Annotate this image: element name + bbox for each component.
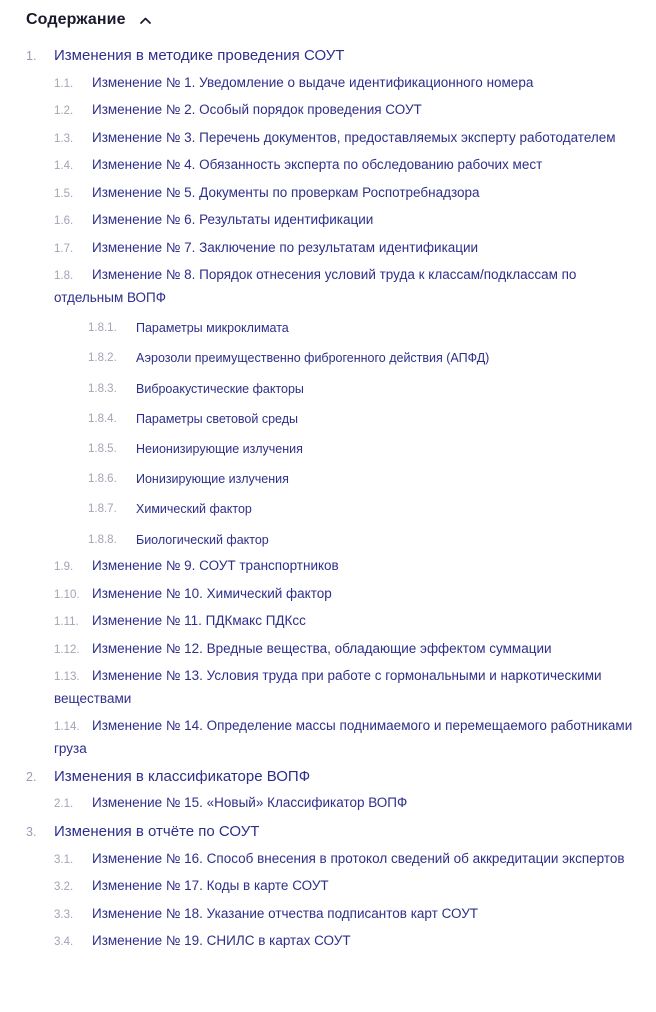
toc-subsection bbox=[26, 665, 642, 710]
toc-list bbox=[26, 45, 642, 953]
toc-section bbox=[26, 766, 642, 788]
subsection-link[interactable]: Изменение № 16. Способ внесения в протокол сведений об аккредитации экспертов bbox=[92, 850, 625, 866]
subsection-link[interactable]: Изменение № 3. Перечень документов, предоставляемых эксперту работодателем bbox=[92, 129, 616, 145]
section-link[interactable]: Изменения в отчёте по СОУТ bbox=[54, 823, 260, 840]
toc-subsection bbox=[26, 555, 642, 578]
subsection-number: 1.7. bbox=[54, 242, 74, 255]
toc-subsection bbox=[26, 610, 642, 633]
subsection-number: 1.9. bbox=[54, 561, 74, 573]
toc-section bbox=[26, 821, 642, 843]
subsection-number: 1.4. bbox=[54, 160, 74, 172]
subsection-link[interactable]: Изменение № 17. Коды в карте СОУТ bbox=[92, 878, 329, 893]
toc-sub-subsection bbox=[26, 498, 642, 520]
subsection-link[interactable]: Изменение № 12. Вредные вещества, обладающие эффектом суммации bbox=[92, 640, 552, 656]
toc-sub-subsection bbox=[26, 468, 642, 490]
subsection-number: 1.13. bbox=[54, 671, 80, 683]
toc-subsection bbox=[26, 930, 642, 953]
section-number: 1. bbox=[26, 49, 37, 63]
toc-subsection bbox=[26, 583, 642, 606]
toc-sub-subsection bbox=[26, 438, 642, 460]
subsection-number: 1.5. bbox=[54, 187, 74, 200]
section-number: 3. bbox=[26, 825, 37, 839]
toc-subsection bbox=[26, 792, 642, 815]
subsection-link[interactable]: Изменение № 2. Особый порядок проведения СОУТ bbox=[92, 102, 422, 117]
toc-title: Содержание bbox=[26, 11, 126, 28]
toc-sub-subsection bbox=[26, 408, 642, 430]
chevron-up-icon[interactable] bbox=[138, 12, 154, 28]
subsection-number: 1.14. bbox=[54, 720, 80, 733]
subsection-link[interactable]: Изменение № 4. Обязанность эксперта по обследованию рабочих мест bbox=[92, 157, 543, 172]
toc-section bbox=[26, 45, 642, 67]
sub-subsection-number: 1.8.5. bbox=[88, 442, 117, 455]
sub-subsection-number: 1.8.6. bbox=[88, 473, 117, 486]
toc-subsection bbox=[26, 72, 642, 95]
toc-subsection bbox=[26, 264, 642, 309]
toc-subsection bbox=[26, 903, 642, 926]
toc-subsection bbox=[26, 182, 642, 205]
sub-subsection-link[interactable]: Неионизирующие излучения bbox=[136, 441, 303, 456]
sub-subsection-number: 1.8.7. bbox=[88, 503, 117, 516]
toc-subsection bbox=[26, 99, 642, 122]
subsection-number: 1.6. bbox=[54, 215, 74, 227]
toc-subsection bbox=[26, 237, 642, 260]
sub-subsection-number: 1.8.4. bbox=[88, 412, 117, 425]
toc-sub-subsection bbox=[26, 347, 642, 369]
subsection-link[interactable]: Изменение № 15. «Новый» Классификатор ВОПФ bbox=[92, 795, 408, 810]
subsection-number: 3.2. bbox=[54, 881, 74, 893]
subsection-link[interactable]: Изменение № 14. Определение массы поднимаемого и перемещаемого работниками груза bbox=[54, 717, 633, 756]
subsection-link[interactable]: Изменение № 19. СНИЛС в картах СОУТ bbox=[92, 933, 351, 948]
sub-subsection-link[interactable]: Аэрозоли преимущественно фиброгенного действия (АПФД) bbox=[136, 351, 490, 366]
subsection-link[interactable]: Изменение № 11. ПДКмакс ПДКсс bbox=[92, 613, 306, 628]
subsection-number: 1.2. bbox=[54, 105, 74, 117]
subsection-link[interactable]: Изменение № 1. Уведомление о выдаче идентификационного номера bbox=[92, 74, 534, 90]
sub-subsection-link[interactable]: Параметры световой среды bbox=[136, 411, 298, 426]
sub-subsection-number: 1.8.8. bbox=[88, 533, 117, 546]
toc-sub-subsection bbox=[26, 317, 642, 339]
sub-subsection-number: 1.8.3. bbox=[88, 382, 117, 395]
toc-sub-subsection bbox=[26, 529, 642, 551]
subsection-number: 3.4. bbox=[54, 936, 74, 948]
sub-subsection-link[interactable]: Ионизирующие излучения bbox=[136, 472, 289, 487]
subsection-link[interactable]: Изменение № 18. Указание отчества подписантов карт СОУТ bbox=[92, 905, 479, 921]
subsection-number: 1.10. bbox=[54, 588, 80, 601]
toc-subsection bbox=[26, 127, 642, 150]
section-link[interactable]: Изменения в методике проведения СОУТ bbox=[54, 47, 345, 64]
sub-subsection-list bbox=[26, 317, 642, 550]
subsection-link[interactable]: Изменение № 10. Химический фактор bbox=[92, 585, 332, 601]
sub-subsection-link[interactable]: Химический фактор bbox=[136, 502, 252, 517]
toc-subsection bbox=[26, 715, 642, 760]
toc-sub-subsection bbox=[26, 378, 642, 400]
sub-subsection-number: 1.8.2. bbox=[88, 352, 117, 365]
toc-subsection bbox=[26, 848, 642, 871]
toc-sub-subsection-group bbox=[26, 317, 642, 550]
section-link[interactable]: Изменения в классификаторе ВОПФ bbox=[54, 767, 311, 785]
subsection-number: 1.11. bbox=[54, 616, 79, 628]
subsection-number: 1.8. bbox=[54, 270, 74, 282]
sub-subsection-number: 1.8.1. bbox=[88, 322, 117, 335]
subsection-link[interactable]: Изменение № 5. Документы по проверкам Роспотребнадзора bbox=[92, 184, 480, 200]
subsection-number: 1.3. bbox=[54, 132, 74, 145]
sub-subsection-link[interactable]: Виброакустические факторы bbox=[136, 381, 304, 396]
subsection-link[interactable]: Изменение № 13. Условия труда при работе с гормональными и наркотическими веществами bbox=[54, 668, 602, 706]
subsection-number: 2.1. bbox=[54, 798, 74, 810]
toc-subsection bbox=[26, 875, 642, 898]
toc-subsection bbox=[26, 638, 642, 661]
toc-subsection bbox=[26, 154, 642, 177]
subsection-link[interactable]: Изменение № 7. Заключение по результатам идентификации bbox=[92, 239, 479, 255]
subsection-link[interactable]: Изменение № 9. СОУТ транспортников bbox=[92, 558, 339, 573]
section-number: 2. bbox=[26, 769, 37, 784]
sub-subsection-link[interactable]: Биологический фактор bbox=[136, 532, 269, 547]
subsection-number: 3.3. bbox=[54, 908, 74, 921]
subsection-link[interactable]: Изменение № 6. Результаты идентификации bbox=[92, 212, 374, 227]
sub-subsection-link[interactable]: Параметры микроклимата bbox=[136, 321, 289, 336]
subsection-number: 1.1. bbox=[54, 77, 74, 90]
toc-header bbox=[26, 0, 642, 39]
subsection-number: 1.12. bbox=[54, 643, 80, 656]
subsection-number: 3.1. bbox=[54, 853, 74, 866]
subsection-link[interactable]: Изменение № 8. Порядок отнесения условий труда к классам/подклассам по отдельным ВОПФ bbox=[54, 267, 577, 305]
toc-subsection bbox=[26, 209, 642, 232]
